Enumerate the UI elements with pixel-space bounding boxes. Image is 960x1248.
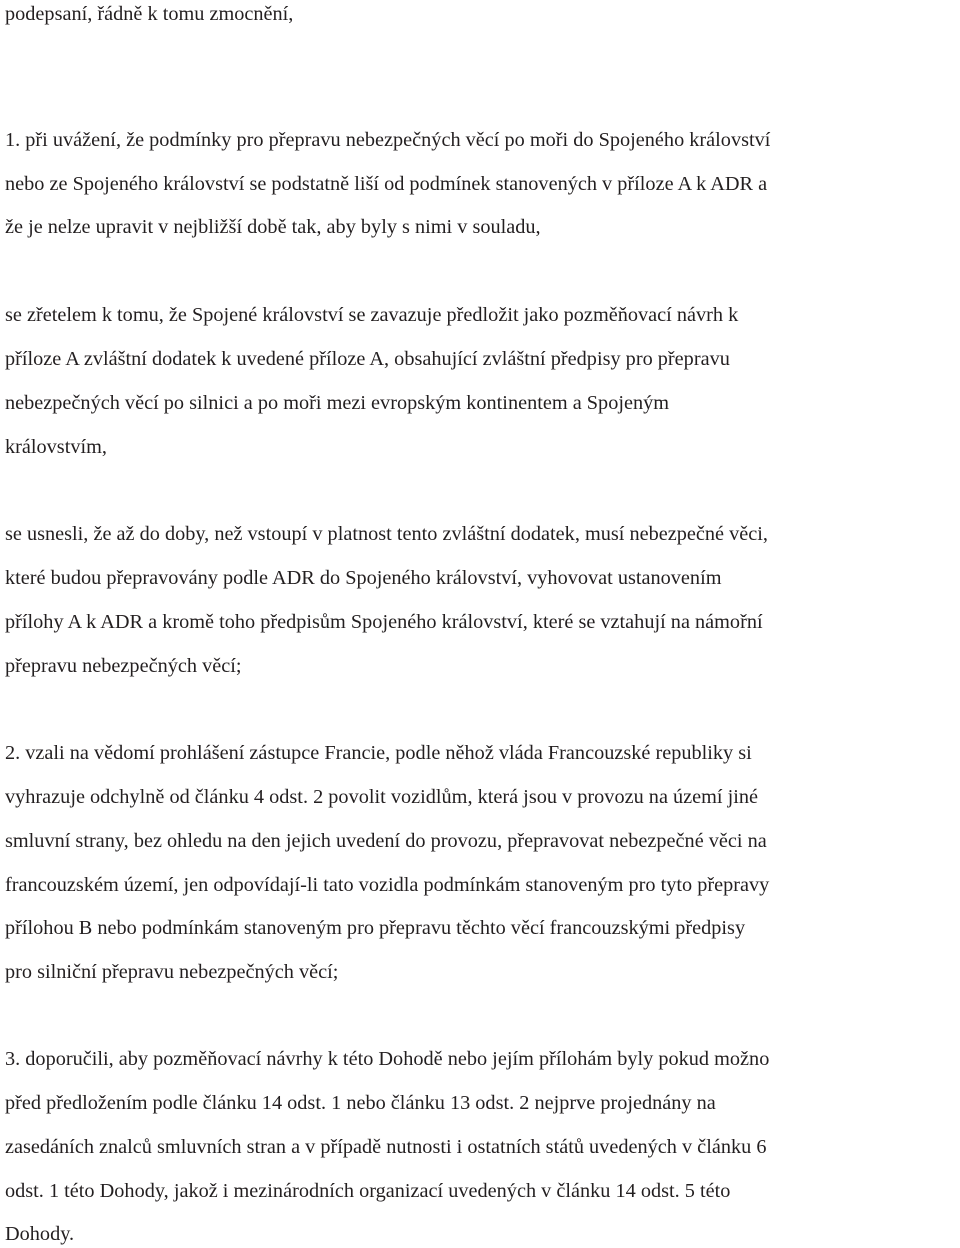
paragraph-3-line-2: před předložením podle článku 14 odst. 1 nebo článku 13 odst. 2 nejprve projednány na [5, 1092, 716, 1114]
paragraph-1-line-2: nebo ze Spojeného království se podstatně liší od podmínek stanovených v příloze A k ADR a [5, 173, 768, 195]
paragraph-2-line-1: 2. vzali na vědomí prohlášení zástupce Francie, podle něhož vláda Francouzské republiky si [5, 742, 752, 764]
paragraph-1b-line-1: se zřetelem k tomu, že Spojené království se zavazuje předložit jako pozměňovací návrh k [5, 304, 739, 326]
paragraph-1b-line-2: příloze A zvláštní dodatek k uvedené příloze A, obsahující zvláštní předpisy pro přepravu [5, 348, 730, 370]
paragraph-3-line-5: Dohody. [5, 1223, 75, 1245]
paragraph-2-line-3: smluvní strany, bez ohledu na den jejich uvedení do provozu, přepravovat nebezpečné věci na [5, 830, 767, 852]
paragraph-1c-line-4: přepravu nebezpečných věcí; [5, 655, 242, 677]
paragraph-2-line-4: francouzském území, jen odpovídají-li tato vozidla podmínkám stanoveným pro tyto přepravy [5, 874, 770, 896]
paragraph-1c-line-3: přílohy A k ADR a kromě toho předpisům Spojeného království, které se vztahují na námořní [5, 611, 763, 633]
paragraph-1-line-3: že je nelze upravit v nejbližší době tak, aby byly s nimi v souladu, [5, 216, 541, 238]
opening-line: podepsaní, řádně k tomu zmocnění, [5, 3, 294, 25]
paragraph-1b-line-3: nebezpečných věcí po silnici a po moři mezi evropským kontinentem a Spojeným [5, 392, 670, 414]
paragraph-3-line-4: odst. 1 této Dohody, jakož i mezinárodních organizací uvedených v článku 14 odst. 5 této [5, 1180, 731, 1202]
paragraph-2-line-5: přílohou B nebo podmínkám stanoveným pro přepravu těchto věcí francouzskými předpisy [5, 917, 746, 939]
paragraph-1c-line-1: se usnesli, že až do doby, než vstoupí v platnost tento zvláštní dodatek, musí nebezpečné věci, [5, 523, 768, 545]
paragraph-1-line-1: 1. při uvážení, že podmínky pro přepravu nebezpečných věcí po moři do Spojeného království [5, 129, 771, 151]
paragraph-3-line-1: 3. doporučili, aby pozměňovací návrhy k této Dohodě nebo jejím přílohám byly pokud možno [5, 1048, 770, 1070]
paragraph-2-line-2: vyhrazuje odchylně od článku 4 odst. 2 povolit vozidlům, která jsou v provozu na území jiné [5, 786, 759, 808]
paragraph-2-line-6: pro silniční přepravu nebezpečných věcí; [5, 961, 339, 983]
paragraph-1c-line-2: které budou přepravovány podle ADR do Spojeného království, vyhovovat ustanovením [5, 567, 722, 589]
paragraph-1b-line-4: královstvím, [5, 436, 107, 458]
paragraph-3-line-3: zasedáních znalců smluvních stran a v případě nutnosti i ostatních států uvedených v článku 6 [5, 1136, 767, 1158]
